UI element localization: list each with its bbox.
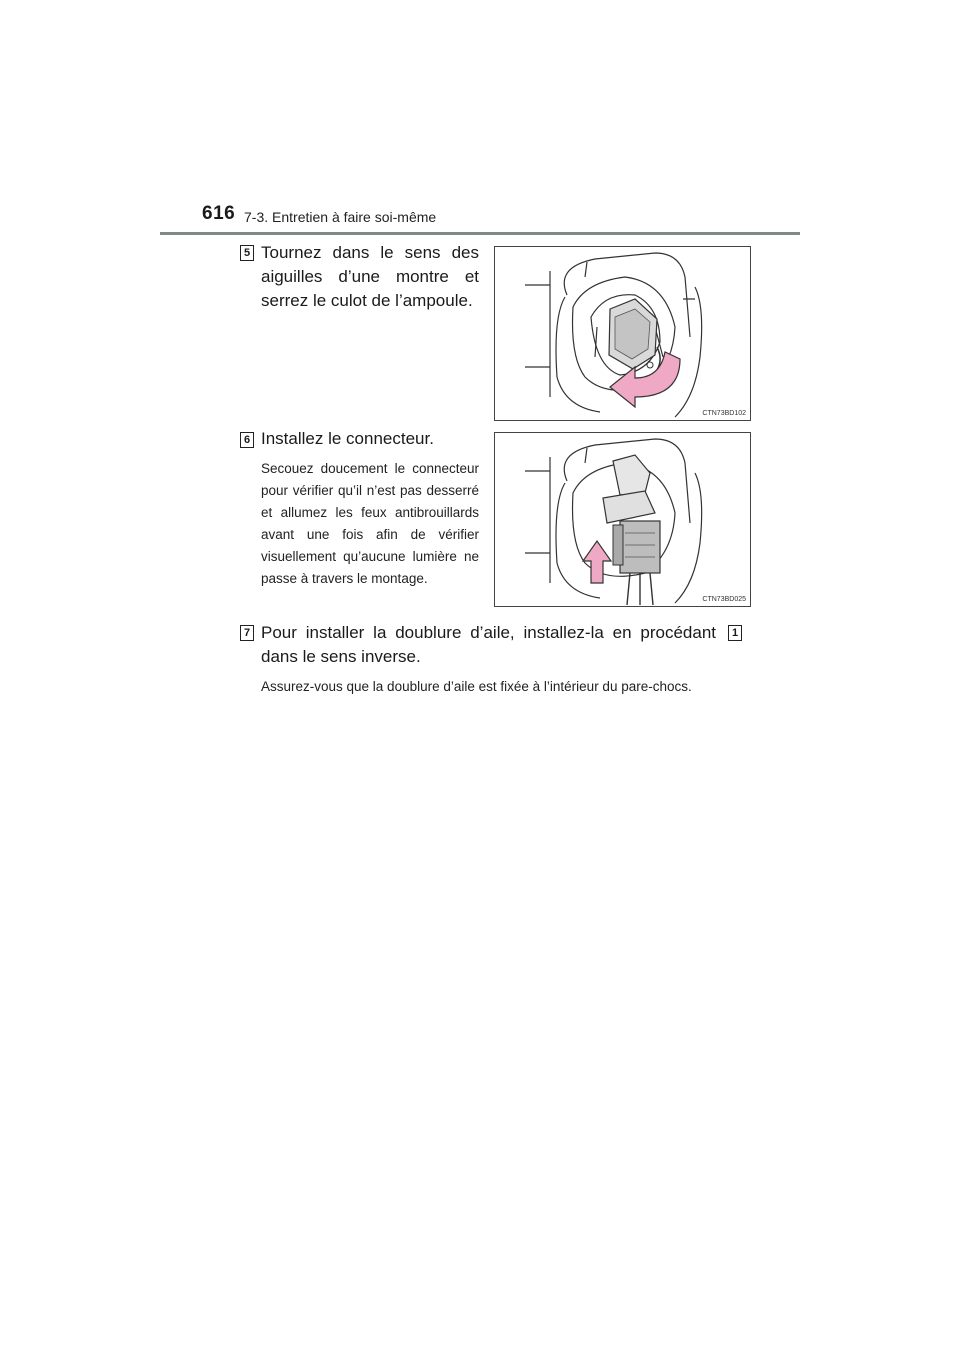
header-divider xyxy=(160,232,800,235)
section-title: 7-3. Entretien à faire soi-même xyxy=(244,209,437,225)
step-number-badge: 7 xyxy=(240,625,254,641)
bulb-rotate-illustration xyxy=(495,247,752,422)
step-number-badge: 5 xyxy=(240,245,254,261)
figure-connector-install xyxy=(494,432,751,607)
figure-code: CTN73BD102 xyxy=(702,410,746,417)
figure-code: CTN73BD025 xyxy=(702,596,746,603)
step-text: Pour installer la doublure d’aile, installez-la en procédant dans le sens inverse. xyxy=(261,623,716,666)
figure-bulb-rotate xyxy=(494,246,751,421)
step-number-badge: 6 xyxy=(240,432,254,448)
upward-arrow xyxy=(583,541,611,583)
step-note: Secouez doucement le connecteur pour vérifier qu’il n’est pas desserré et allumez les feux antibrouillards avant une fois afin de vérifier visuellement qu’aucune lumière ne passe à travers le montage. xyxy=(261,461,479,586)
step-reference-badge: 1 xyxy=(728,625,742,641)
step-text: Installez le connecteur. xyxy=(261,429,434,448)
step-text: Tournez dans le sens des aiguilles d’une montre et serrez le culot de l’ampoule. xyxy=(261,243,479,310)
page-number: 616 xyxy=(202,203,236,224)
step-note: Assurez-vous que la doublure d’aile est fixée à l’intérieur du pare-chocs. xyxy=(261,679,692,694)
connector-illustration xyxy=(495,433,752,608)
